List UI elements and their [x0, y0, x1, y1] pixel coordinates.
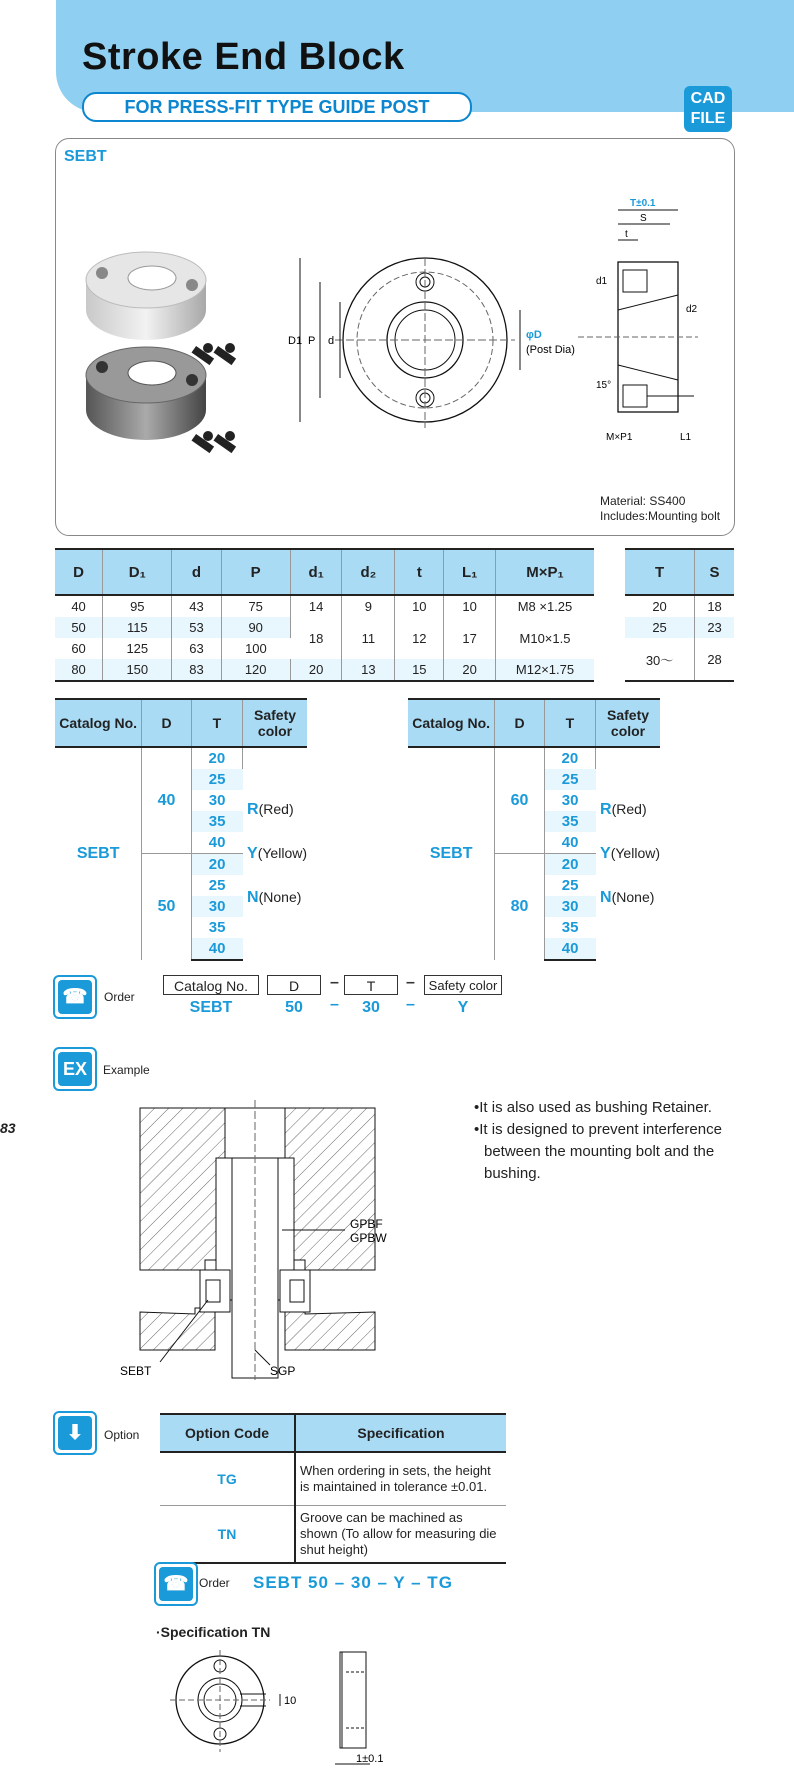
- color-none: N(None): [600, 889, 655, 906]
- option-code: TG: [160, 1452, 295, 1506]
- col-header: T: [625, 549, 695, 595]
- col-header: T: [191, 699, 242, 747]
- col-header: t: [395, 549, 444, 595]
- cell: 30～: [625, 638, 695, 681]
- safety-colors: [596, 747, 660, 960]
- option-spec: Groove can be machined as shown (To allow for measuring die shut height): [295, 1506, 506, 1564]
- order2-value: SEBT 50 – 30 – Y – TG: [253, 1573, 453, 1592]
- order-box-color: Safety color: [424, 975, 502, 995]
- cell: 9: [342, 595, 395, 617]
- cell: 95: [103, 595, 172, 617]
- cell: 53: [172, 617, 221, 638]
- cell-merged: 18: [290, 617, 342, 659]
- t-value: 40: [544, 938, 595, 960]
- cell-merged: 17: [444, 617, 496, 659]
- list-item: •It is designed to prevent interference between the mounting bolt and the bushing.: [474, 1121, 722, 1182]
- col-header: Option Code: [160, 1414, 295, 1452]
- cell: 115: [103, 617, 172, 638]
- color-red: R(Red): [247, 801, 294, 818]
- catalog-no: SEBT: [408, 747, 495, 960]
- label-d: d: [328, 335, 335, 347]
- spec-tn-title: ·Specification TN: [156, 1624, 271, 1640]
- label-D1: D1: [288, 335, 303, 347]
- d-value: 50: [142, 854, 191, 961]
- cell: 20: [444, 659, 496, 681]
- option-code: TN: [160, 1506, 295, 1564]
- label-S: S: [640, 213, 647, 224]
- col-header: Safety color: [243, 699, 307, 747]
- col-header: Specification: [295, 1414, 506, 1452]
- col-header: d₁: [290, 549, 342, 595]
- t-value: 30: [191, 896, 242, 917]
- cell: 15: [395, 659, 444, 681]
- cell: 20: [290, 659, 342, 681]
- label-phiD: φD: [526, 329, 542, 341]
- col-header: D: [142, 699, 191, 747]
- col-header: D: [495, 699, 544, 747]
- t-value: 30: [208, 792, 226, 809]
- t-value: 25: [191, 769, 242, 790]
- t-value: 20: [544, 747, 595, 769]
- cell: 60: [55, 638, 103, 659]
- cell: M8 ×1.25: [517, 599, 573, 614]
- label-L1: L1: [680, 432, 692, 443]
- cad-file-button[interactable]: [684, 86, 732, 132]
- label-P: P: [308, 335, 316, 347]
- cell: 75: [221, 595, 290, 617]
- cell: M12×1.75: [496, 659, 595, 681]
- order-value-t: 30: [362, 999, 380, 1016]
- t-value: 25: [208, 877, 226, 894]
- table-row: [160, 1452, 506, 1506]
- cell: 10: [395, 595, 444, 617]
- phone-icon: ☎: [154, 1562, 198, 1606]
- t-s-table: [625, 548, 734, 682]
- list-item: •It is also used as bushing Retainer.: [474, 1099, 712, 1116]
- col-header: L₁: [444, 549, 496, 595]
- t-value: 30: [544, 896, 595, 917]
- material-note: [600, 494, 720, 524]
- phone-icon: ☎: [53, 975, 97, 1019]
- t-value: 35: [191, 811, 242, 832]
- order-box-d: D: [267, 975, 321, 995]
- bolts-bottom: [192, 431, 237, 453]
- page-number: 83: [0, 1120, 16, 1136]
- cell: 18: [707, 599, 722, 614]
- cell: 43: [172, 595, 221, 617]
- side-view-drawing: [568, 200, 708, 450]
- col-header: M×P₁: [496, 549, 595, 595]
- col-header: D₁: [103, 549, 172, 595]
- t-value: 35: [208, 919, 226, 936]
- cell: 120: [221, 659, 290, 681]
- spec-tn-drawing: [170, 1642, 410, 1772]
- dim-10: 10: [284, 1695, 297, 1707]
- order-dash: –: [330, 974, 339, 991]
- order-box-catalog: Catalog No.: [163, 975, 259, 995]
- includes-line: Includes:Mounting bolt: [600, 509, 721, 523]
- cell: 150: [103, 659, 172, 681]
- color-yellow: Y(Yellow): [247, 845, 307, 862]
- t-value: 20: [544, 854, 595, 876]
- color-yellow: Y(Yellow): [600, 845, 660, 862]
- page-title: Stroke End Block: [82, 36, 405, 78]
- t-value: 20: [191, 854, 242, 876]
- cell: 80: [55, 659, 103, 681]
- t-value: 30: [561, 792, 579, 809]
- table-row: [55, 659, 594, 681]
- cad-label-line1: CAD: [690, 90, 726, 107]
- cell: 14: [290, 595, 342, 617]
- catalog-no: SEBT: [55, 747, 142, 960]
- label-d2: d2: [686, 304, 698, 315]
- table-row: [625, 617, 734, 638]
- ex-icon: EX: [53, 1047, 97, 1091]
- cell-merged: M10×1.5: [496, 617, 595, 659]
- order-dash: –: [330, 996, 339, 1013]
- color-none: N(None): [247, 889, 302, 906]
- ring-top: [86, 252, 206, 340]
- t-value: 25: [561, 877, 579, 894]
- table-row: [55, 617, 594, 638]
- col-header: Safety color: [596, 699, 660, 747]
- t-value: 25: [544, 769, 595, 790]
- label-sebt: SEBT: [120, 1364, 152, 1378]
- t-value: 35: [561, 919, 579, 936]
- label-angle: 15°: [596, 380, 612, 391]
- order-label: Order: [104, 990, 135, 1004]
- front-view-drawing: [280, 258, 575, 428]
- d-value: 40: [142, 747, 191, 854]
- cell: 10: [444, 595, 496, 617]
- label-post-dia: (Post Dia): [526, 344, 575, 356]
- cell: 40: [55, 595, 103, 617]
- cell: 90: [221, 617, 290, 638]
- label-gpbw: GPBW: [350, 1231, 387, 1245]
- option-spec: When ordering in sets, the height is maintained in tolerance ±0.01.: [295, 1452, 506, 1506]
- cell: 28: [695, 638, 734, 681]
- option-table: [160, 1413, 506, 1564]
- catalog-table-right: [408, 698, 660, 961]
- cell-merged: 11: [342, 617, 395, 659]
- cell-merged: 12: [395, 617, 444, 659]
- order-value-d: 50: [285, 999, 303, 1016]
- cell: 50: [55, 617, 103, 638]
- label-T: T±0.1: [630, 198, 656, 209]
- dimension-table: [55, 548, 594, 682]
- cell: 23: [695, 617, 734, 638]
- example-label: Example: [103, 1063, 150, 1077]
- catalog-table-left: [55, 698, 307, 961]
- table-row: [625, 595, 734, 617]
- cell: 83: [172, 659, 221, 681]
- col-header: Catalog No.: [55, 699, 142, 747]
- product-photo: [80, 245, 260, 475]
- order2-label: Order: [199, 1576, 230, 1590]
- cell: 63: [172, 638, 221, 659]
- label-t: t: [625, 229, 628, 240]
- label-d1: d1: [596, 276, 608, 287]
- col-header: P: [221, 549, 290, 595]
- example-notes: [472, 1097, 737, 1185]
- t-value: 40: [191, 832, 242, 854]
- panel-label: SEBT: [64, 148, 107, 165]
- dim-1: 1±0.1: [356, 1753, 384, 1765]
- order-box-t: T: [344, 975, 398, 995]
- table-row: [160, 1506, 506, 1564]
- page-subtitle: FOR PRESS-FIT TYPE GUIDE POST: [82, 92, 472, 122]
- d-value: 60: [495, 747, 544, 854]
- d-value: 80: [495, 854, 544, 961]
- order-value-color: Y: [457, 999, 469, 1016]
- col-header: d: [172, 549, 221, 595]
- table-row: [55, 595, 594, 617]
- safety-colors: [243, 747, 307, 960]
- cell: 125: [103, 638, 172, 659]
- ring-bottom: [86, 347, 206, 440]
- t-value: 40: [191, 938, 242, 960]
- order-dash: –: [406, 996, 415, 1013]
- label-sgp: SGP: [270, 1364, 296, 1378]
- color-red: R(Red): [600, 801, 647, 818]
- col-header: S: [695, 549, 734, 595]
- order-dash: –: [406, 974, 415, 991]
- label-gpbf: GPBF: [350, 1217, 383, 1231]
- table-row: [625, 638, 734, 681]
- order-value-catalog: SEBT: [189, 999, 233, 1016]
- option-label: Option: [104, 1428, 140, 1442]
- label-MxP1: M×P1: [606, 432, 633, 443]
- cell: 13: [342, 659, 395, 681]
- t-value: 40: [544, 832, 595, 854]
- col-header: T: [544, 699, 595, 747]
- option-icon: ⬇: [53, 1411, 97, 1455]
- t-value: 35: [544, 811, 595, 832]
- col-header: D: [55, 549, 103, 595]
- cad-label-line2: FILE: [690, 110, 726, 127]
- material-line: Material: SS400: [600, 494, 686, 508]
- example-drawing: [120, 1100, 390, 1380]
- cell: 100: [245, 641, 267, 656]
- col-header: d₂: [342, 549, 395, 595]
- cell: 20: [625, 595, 695, 617]
- col-header: Catalog No.: [408, 699, 495, 747]
- cell: 25: [625, 617, 695, 638]
- t-value: 20: [191, 747, 242, 769]
